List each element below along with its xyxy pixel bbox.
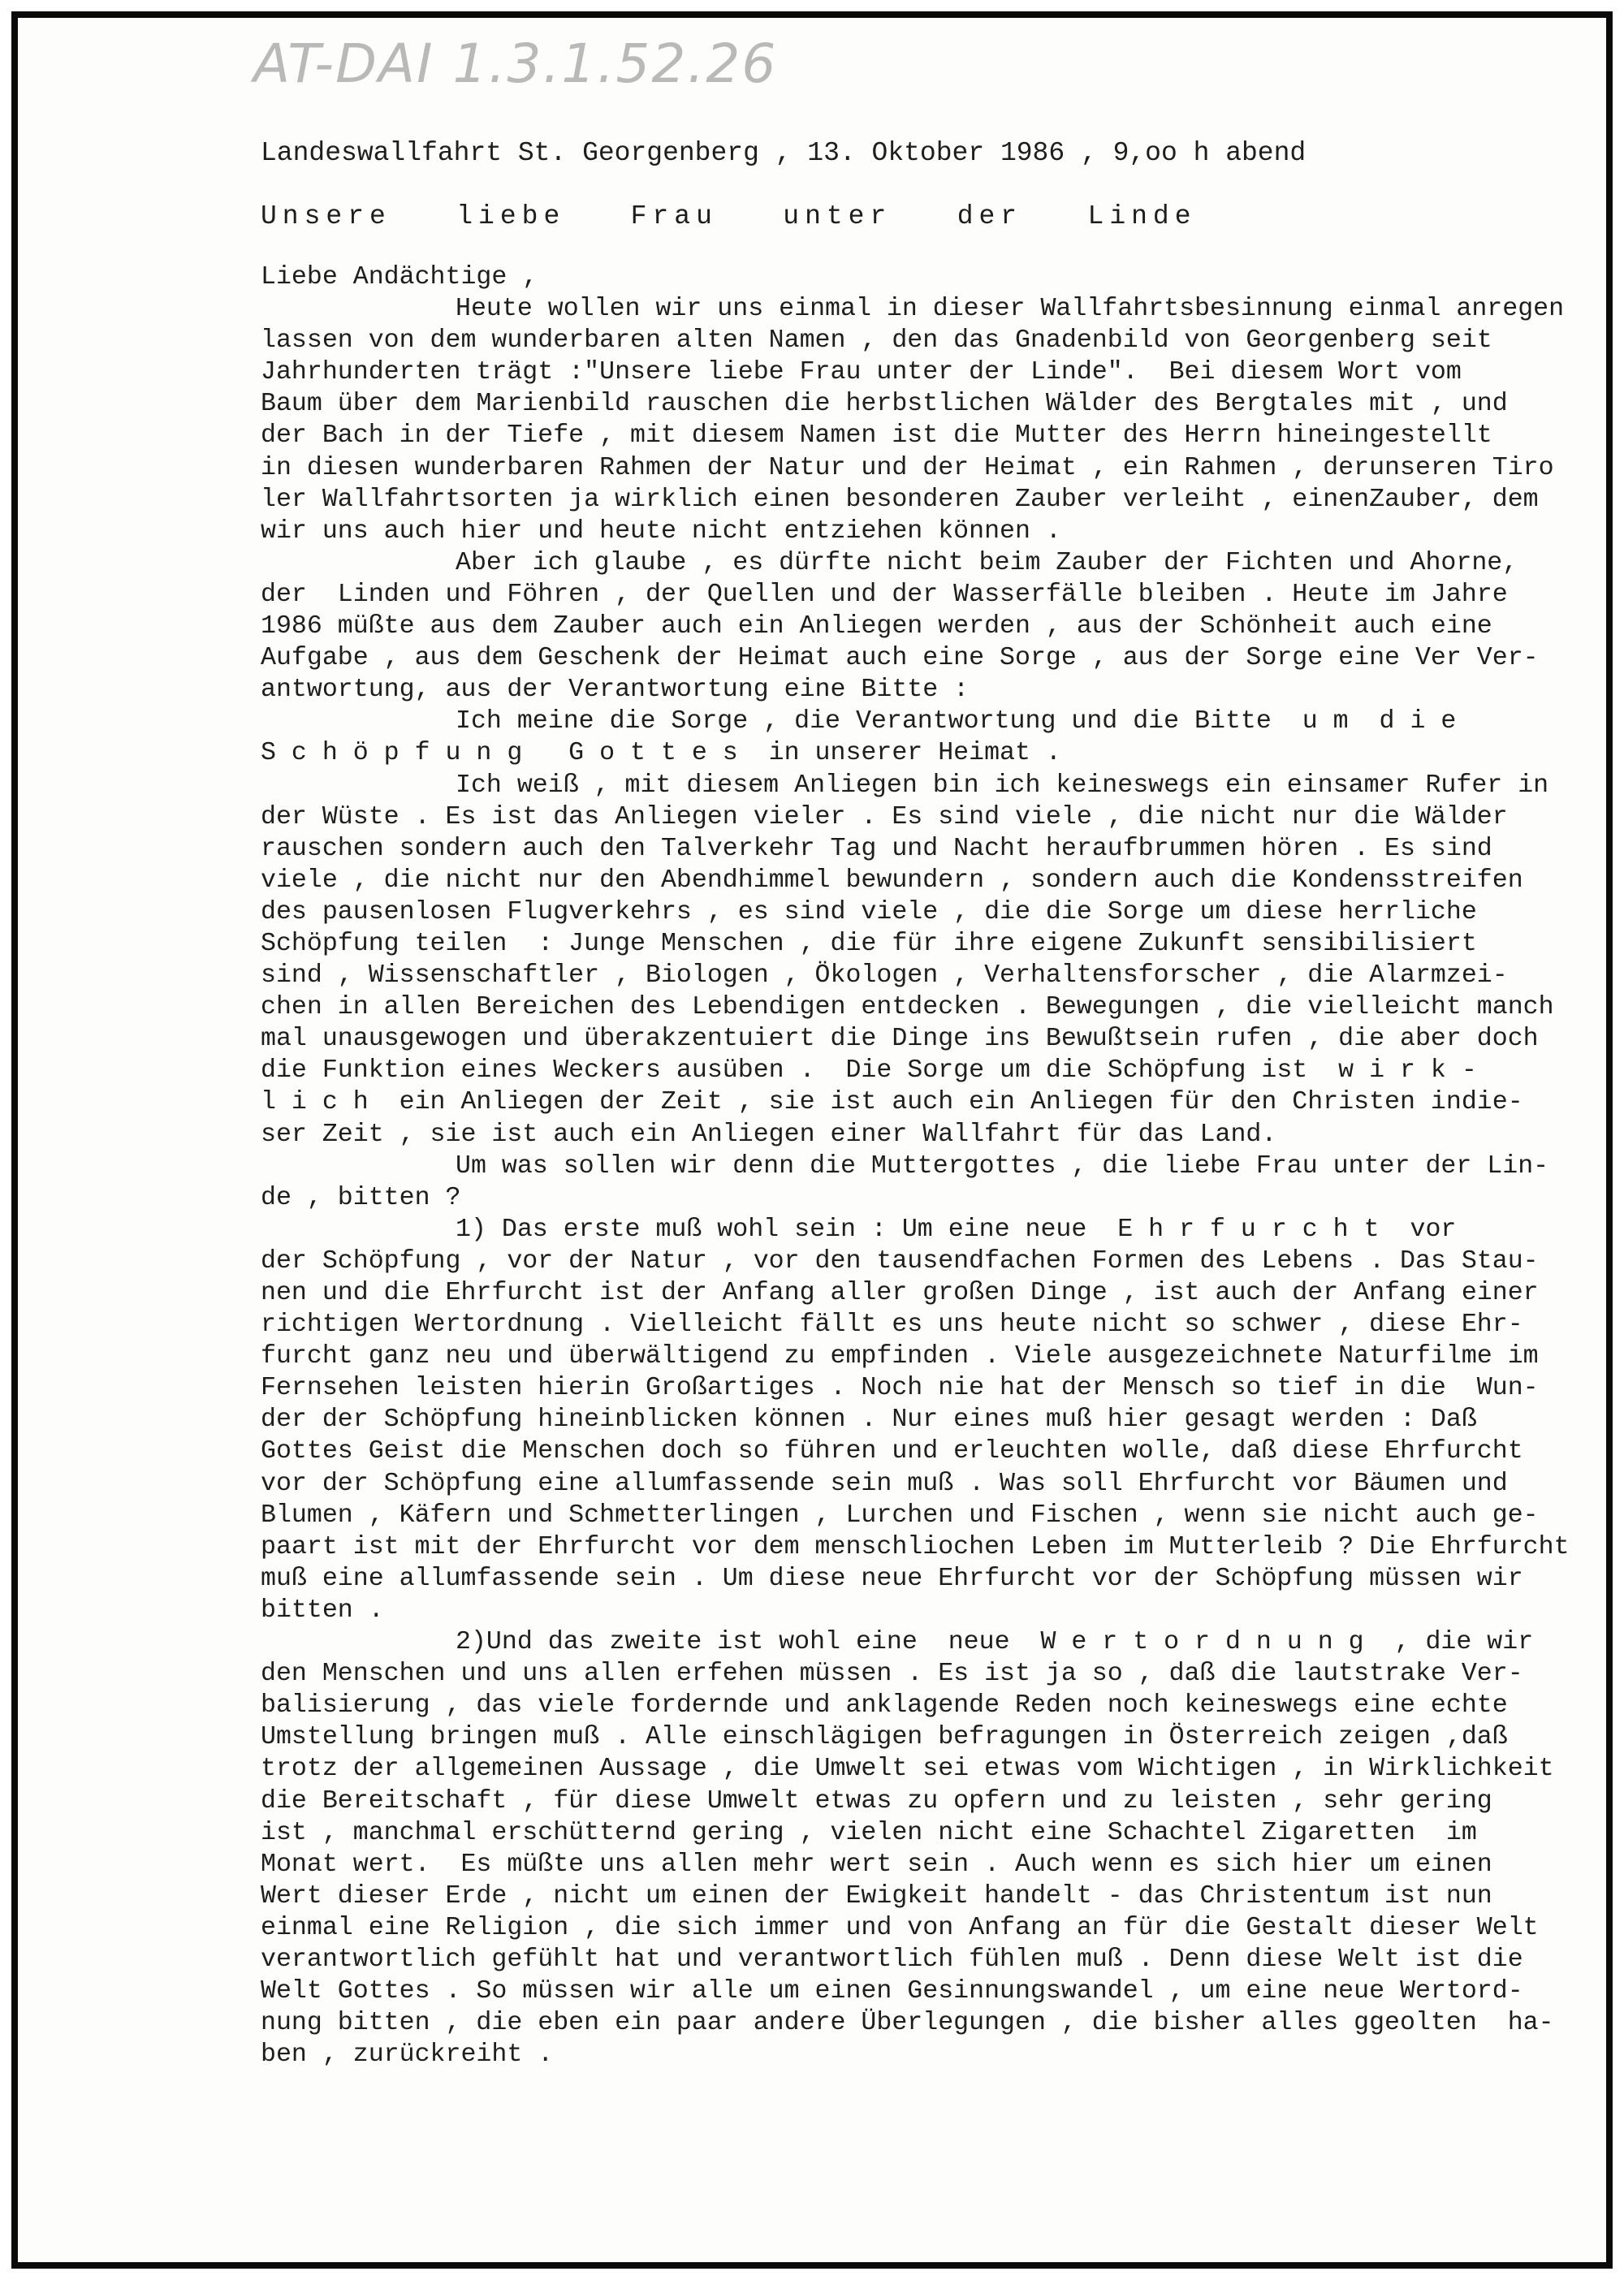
text-line: bitten . <box>261 1596 384 1625</box>
text-line: Schöpfung teilen : Junge Menschen , die für ihre eigene Zukunft sensibilisiert <box>261 929 1477 958</box>
text-line: ben , zurückreiht . <box>261 2040 554 2070</box>
text-line: muß eine allumfassende sein . Um diese neue Ehrfurcht vor der Schöpfung müssen wir <box>261 1564 1523 1593</box>
text-line: die Bereitschaft , für diese Umwelt etwas zu opfern und zu leisten , sehr gering <box>261 1786 1492 1816</box>
text-line: viele , die nicht nur den Abendhimmel bewundern , sondern auch die Kondensstreifen <box>261 866 1523 895</box>
text-line: nung bitten , die eben ein paar andere Überlegungen , die bisher alles ggeolten ha- <box>261 2009 1554 2038</box>
text-line: sind , Wissenschaftler , Biologen , Ökologen , Verhaltensforscher , die Alarmzei- <box>261 961 1508 991</box>
text-line: Baum über dem Marienbild rauschen die herbstlichen Wälder des Bergtales mit , und <box>261 390 1508 419</box>
text-line: den Menschen und uns allen erfehen müssen . Es ist ja so , daß die lautstrake Ver- <box>261 1660 1523 1689</box>
text-line: Heute wollen wir uns einmal in dieser Wallfahrtsbesinnung einmal anregen <box>456 295 1565 324</box>
text-line: chen in allen Bereichen des Lebendigen entdecken . Bewegungen , die vielleicht manch <box>261 993 1554 1022</box>
text-line: Aufgabe , aus dem Geschenk der Heimat auch eine Sorge , aus der Sorge eine Ver Ver- <box>261 644 1539 673</box>
text-line: paart ist mit der Ehrfurcht vor dem menschliochen Leben im Mutterleib ? Die Ehrfurcht <box>261 1532 1570 1561</box>
text-line: der Bach in der Tiefe , mit diesem Namen ist die Mutter des Herrn hineingestellt <box>261 421 1492 451</box>
text-line: Blumen , Käfern und Schmetterlingen , Lurchen und Fischen , wenn sie nicht auch ge- <box>261 1501 1539 1530</box>
archive-reference-handwritten: AT-DAI 1.3.1.52.26 <box>253 32 778 95</box>
text-line: Umstellung bringen muß . Alle einschlägigen befragungen in Österreich zeigen ,daß <box>261 1723 1508 1752</box>
text-line: ist , manchmal erschütternd gering , vielen nicht eine Schachtel Zigaretten im <box>261 1818 1477 1847</box>
document-header: Landeswallfahrt St. Georgenberg , 13. Oktober 1986 , 9,oo h abend <box>261 138 1307 168</box>
text-line: der der Schöpfung hineinblicken können . Nur eines muß hier gesagt werden : Daß <box>261 1406 1477 1435</box>
text-line: Ich weiß , mit diesem Anliegen bin ich keineswegs ein einsamer Rufer in <box>456 771 1549 800</box>
text-line: verantwortlich gefühlt hat und verantwortlich fühlen muß . Denn diese Welt ist die <box>261 1945 1523 1974</box>
text-line: in diesen wunderbaren Rahmen der Natur und der Heimat , ein Rahmen , derunseren Tiro <box>261 453 1554 482</box>
text-line: S c h ö p f u n g G o t t e s in unserer Heimat . <box>261 739 1061 768</box>
text-line: vor der Schöpfung eine allumfassende sein muß . Was soll Ehrfurcht vor Bäumen und <box>261 1469 1508 1498</box>
text-line: ser Zeit , sie ist auch ein Anliegen einer Wallfahrt für das Land. <box>261 1120 1277 1149</box>
text-line: lassen von dem wunderbaren alten Namen , den das Gnadenbild von Georgenberg seit <box>261 326 1492 356</box>
text-line: Jahrhunderten trägt :"Unsere liebe Frau unter der Linde". Bei diesem Wort vom <box>261 358 1462 387</box>
text-line: richtigen Wertordnung . Vielleicht fällt es uns heute nicht so schwer , diese Ehr- <box>261 1311 1523 1340</box>
text-line: Aber ich glaube , es dürfte nicht beim Zauber der Fichten und Ahorne, <box>456 548 1518 577</box>
text-line: Wert dieser Erde , nicht um einen der Ewigkeit handelt - das Christentum ist nun <box>261 1881 1492 1911</box>
text-line: antwortung, aus der Verantwortung eine Bitte : <box>261 676 970 705</box>
text-line: de , bitten ? <box>261 1183 461 1212</box>
text-line: rauschen sondern auch den Talverkehr Tag und Nacht heraufbrummen hören . Es sind <box>261 834 1492 863</box>
text-line: mal unausgewogen und überakzentuiert die Dinge ins Bewußtsein rufen , die aber doch <box>261 1025 1539 1054</box>
text-line: Welt Gottes . So müssen wir alle um einen Gesinnungswandel , um eine neue Wertord- <box>261 1977 1523 2006</box>
text-line: Fernsehen leisten hierin Großartiges . Noch nie hat der Mensch so tief in die Wun- <box>261 1374 1539 1403</box>
text-line: balisierung , das viele fordernde und anklagende Reden noch keineswegs eine echte <box>261 1691 1508 1721</box>
text-line: der Schöpfung , vor der Natur , vor den tausendfachen Formen des Lebens . Das Stau- <box>261 1246 1539 1276</box>
text-line: Liebe Andächtige , <box>261 263 538 291</box>
text-line: die Funktion eines Weckers ausüben . Die Sorge um die Schöpfung ist w i r k - <box>261 1056 1477 1086</box>
text-line: trotz der allgemeinen Aussage , die Umwelt sei etwas vom Wichtigen , in Wirklichkeit <box>261 1755 1554 1784</box>
text-line: der Linden und Föhren , der Quellen und der Wasserfälle bleiben . Heute im Jahre <box>261 580 1508 609</box>
text-line: der Wüste . Es ist das Anliegen vieler . Es sind viele , die nicht nur die Wälder <box>261 802 1508 831</box>
text-line: 1) Das erste muß wohl sein : Um eine neue E h r f u r c h t vor <box>456 1215 1457 1244</box>
text-line: ler Wallfahrtsorten ja wirklich einen besonderen Zauber verleiht , einenZauber, dem <box>261 485 1539 514</box>
text-line: 2)Und das zweite ist wohl eine neue W e r t o r d n u n g , die wir <box>456 1628 1534 1657</box>
text-line: wir uns auch hier und heute nicht entziehen können . <box>261 516 1061 546</box>
text-line: des pausenlosen Flugverkehrs , es sind viele , die die Sorge um diese herrliche <box>261 897 1477 926</box>
text-line: Ich meine die Sorge , die Verantwortung und die Bitte u m d i e <box>456 707 1457 736</box>
text-line: einmal eine Religion , die sich immer und von Anfang an für die Gestalt dieser Welt <box>261 1913 1539 1942</box>
text-line: l i c h ein Anliegen der Zeit , sie ist auch ein Anliegen für den Christen indie- <box>261 1088 1523 1117</box>
text-line: Um was sollen wir denn die Muttergottes , die liebe Frau unter der Lin- <box>456 1151 1549 1181</box>
text-line: furcht ganz neu und überwältigend zu empfinden . Viele ausgezeichnete Naturfilme im <box>261 1342 1539 1371</box>
text-line: 1986 müßte aus dem Zauber auch ein Anliegen werden , aus der Schönheit auch eine <box>261 612 1492 641</box>
text-line: Gottes Geist die Menschen doch so führen und erleuchten wolle, daß diese Ehrfurcht <box>261 1437 1523 1466</box>
document-subtitle: Unsere liebe Frau unter der Linde <box>261 201 1197 231</box>
text-line: Monat wert. Es müßte uns allen mehr wert sein . Auch wenn es sich hier um einen <box>261 1850 1492 1879</box>
body-text <box>261 261 1609 2071</box>
text-line: nen und die Ehrfurcht ist der Anfang aller großen Dinge , ist auch der Anfang einer <box>261 1279 1539 1307</box>
